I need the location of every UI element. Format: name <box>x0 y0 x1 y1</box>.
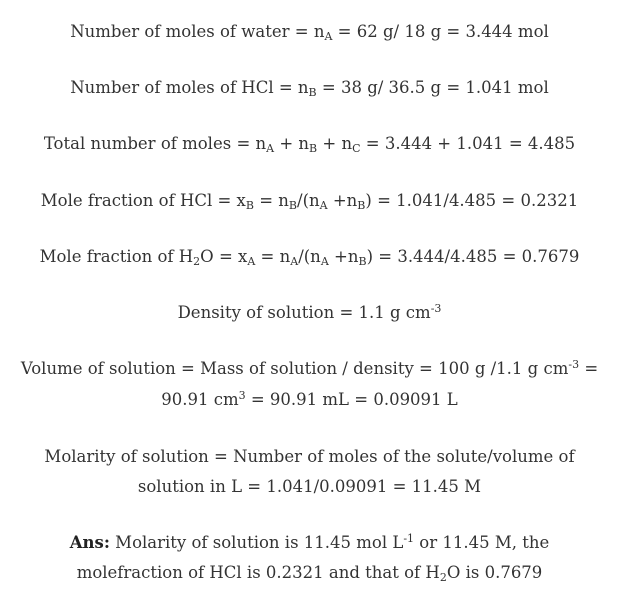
moles-hcl-line <box>0 78 619 98</box>
total-moles-text: Total number of moles = n <box>43 134 267 153</box>
subscript: B <box>358 255 367 268</box>
subscript: B <box>308 86 317 99</box>
superscript: 3 <box>238 389 246 402</box>
subscript: A <box>320 255 329 268</box>
subscript: B <box>245 199 254 212</box>
answer-line-1 <box>0 533 619 553</box>
subscript: 2 <box>193 255 201 268</box>
molarity-text: Molarity of solution = Number of moles of the solute/volume of <box>44 447 575 466</box>
moles-water-line <box>0 22 619 42</box>
total-moles-value: = 3.444 + 1.041 = 4.485 <box>360 134 576 153</box>
mole-fraction-water-text: O = x <box>200 247 248 266</box>
answer-text: or 11.45 M, the <box>414 533 550 552</box>
density-line <box>0 303 619 323</box>
superscript: -1 <box>403 532 415 545</box>
subscript: B <box>309 142 318 155</box>
moles-hcl-value: = 38 g/ 36.5 g = 1.041 mol <box>316 78 549 97</box>
mole-fraction-water-text: +n <box>328 247 359 266</box>
mole-fraction-hcl-text: Mole fraction of HCl = x <box>40 191 246 210</box>
subscript: A <box>290 255 299 268</box>
mole-fraction-hcl-value: ) = 1.041/4.485 = 0.2321 <box>365 191 579 210</box>
mole-fraction-water-text: /(n <box>298 247 321 266</box>
molarity-line-1 <box>0 447 619 467</box>
density-text: Density of solution = 1.1 g cm <box>177 303 431 322</box>
volume-text: Volume of solution = Mass of solution / density = 100 g /1.1 g cm <box>20 359 569 378</box>
mole-fraction-water-value: ) = 3.444/4.485 = 0.7679 <box>366 247 580 266</box>
molarity-line-2 <box>0 477 619 497</box>
volume-value: 90.91 cm <box>161 390 239 409</box>
mole-fraction-hcl-line <box>0 191 619 211</box>
volume-text: = <box>579 359 599 378</box>
mole-fraction-water-text: Mole fraction of H <box>39 247 194 266</box>
superscript: -3 <box>568 358 580 371</box>
subscript: B <box>288 199 298 212</box>
mole-fraction-water-text: = n <box>255 247 291 266</box>
moles-hcl-text: Number of moles of HCl = n <box>70 78 309 97</box>
answer-line-2 <box>0 563 619 583</box>
subscript: B <box>357 199 366 212</box>
total-moles-line <box>0 134 619 154</box>
volume-line-2 <box>0 390 619 410</box>
subscript: A <box>266 142 275 155</box>
answer-label: Ans: <box>69 533 110 552</box>
subscript: A <box>247 255 256 268</box>
moles-water-text: Number of moles of water = n <box>70 22 325 41</box>
moles-water-value: = 62 g/ 18 g = 3.444 mol <box>332 22 549 41</box>
mole-fraction-hcl-text: /(n <box>297 191 320 210</box>
subscript: C <box>352 142 361 155</box>
answer-text: molefraction of HCl is 0.2321 and that of H <box>76 563 440 582</box>
total-moles-text: + n <box>274 134 310 153</box>
answer-text: O is 0.7679 <box>446 563 543 582</box>
total-moles-text: + n <box>317 134 353 153</box>
subscript: A <box>324 30 333 43</box>
mole-fraction-water-line <box>0 247 619 267</box>
volume-line-1 <box>0 359 619 379</box>
answer-text: Molarity of solution is 11.45 mol L <box>109 533 404 552</box>
volume-value: = 90.91 mL = 0.09091 L <box>245 390 458 409</box>
mole-fraction-hcl-text: +n <box>327 191 358 210</box>
subscript: A <box>319 199 328 212</box>
subscript: 2 <box>439 571 447 584</box>
superscript: -3 <box>430 302 442 315</box>
molarity-value: solution in L = 1.041/0.09091 = 11.45 M <box>137 477 482 496</box>
mole-fraction-hcl-text: = n <box>253 191 289 210</box>
